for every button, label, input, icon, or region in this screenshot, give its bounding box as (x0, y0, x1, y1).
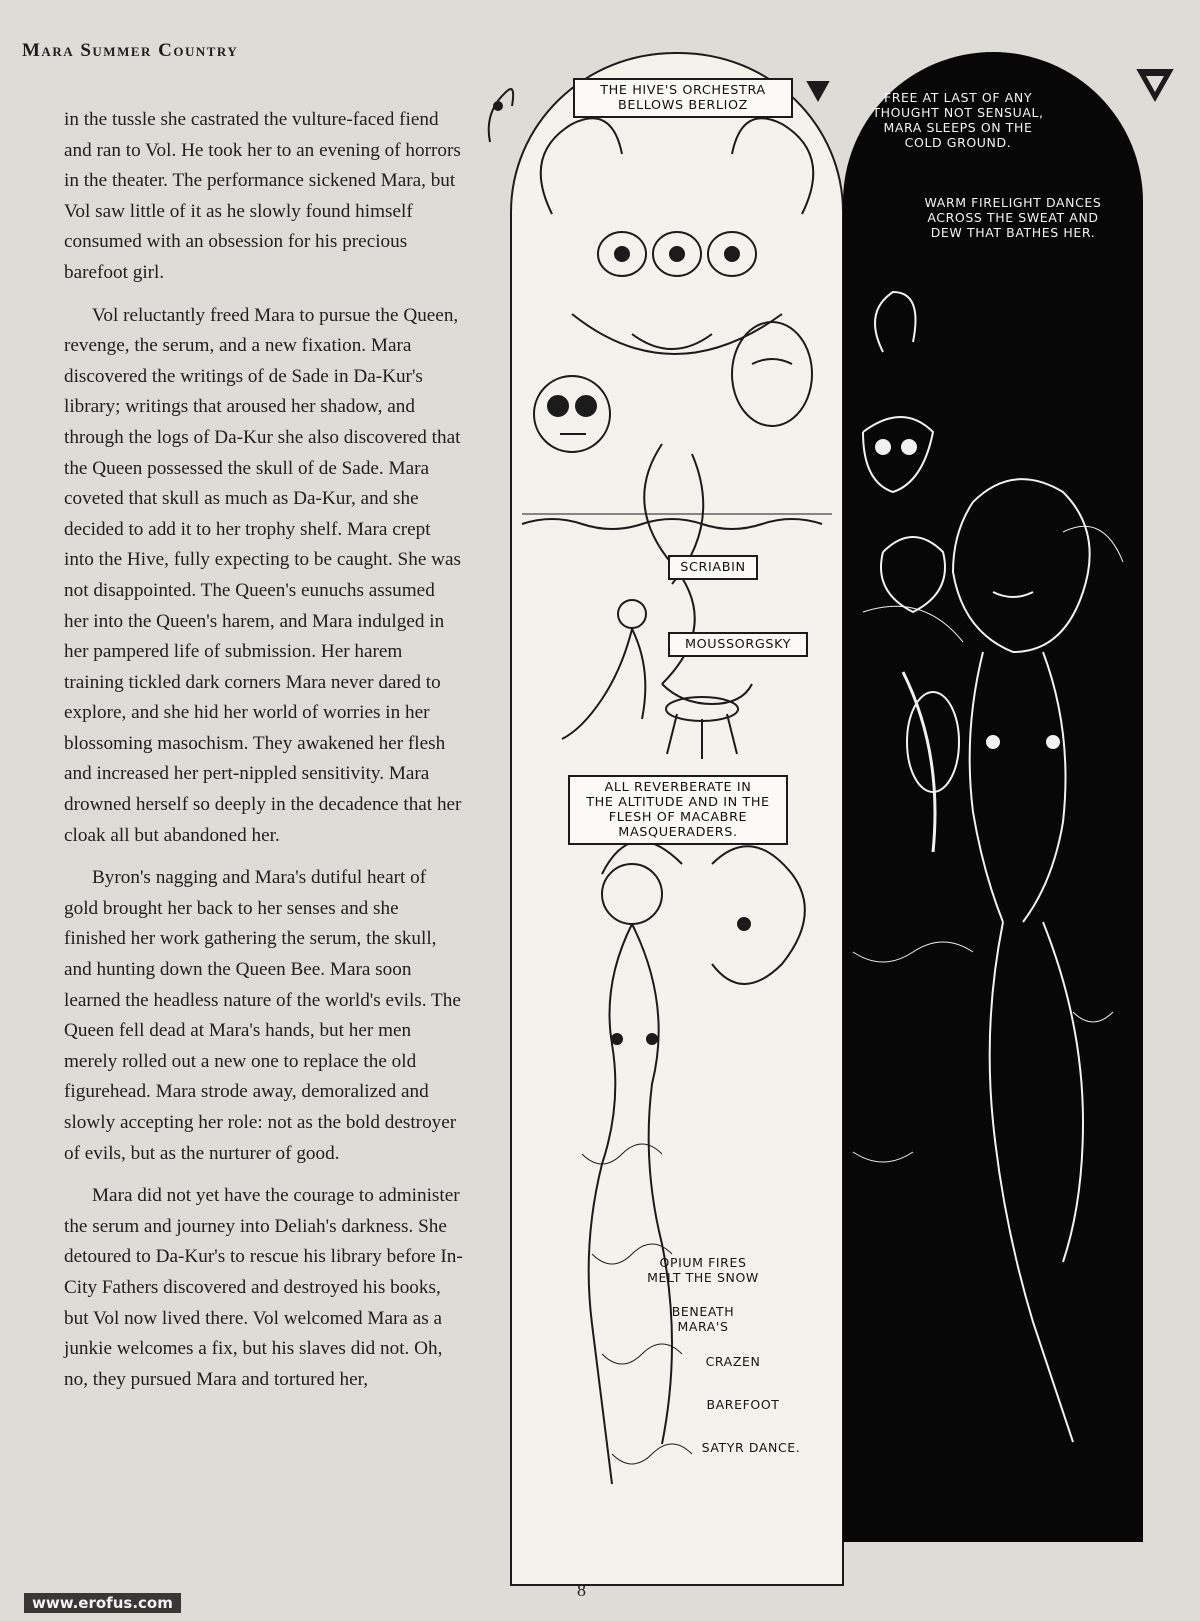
article-text (64, 105, 464, 1407)
paragraph-3: Byron's nagging and Mara's dutiful heart of gold brought her back to her senses and she finished her work gathering the serum, the skull, and hunting down the Queen Bee. Mara soon learned the headless nature of the world's evils. The Queen fell dead at Mara's hands, but her men merely rolled out a new one to replace the old figurehead. Mara strode away, demoralized and slowly accepting her role: not as the bold destroyer of evils, but as the nurturer of good. (64, 867, 461, 1164)
comic-panel-right (843, 52, 1143, 1542)
caption-line: MASQUERADERS. (618, 825, 738, 840)
caption-line: DEW THAT BATHES HER. (930, 225, 1096, 240)
caption-line: OPIUM FIRES (659, 1255, 747, 1270)
running-header: Mara Summer Country (22, 40, 239, 61)
caption-line: COLD GROUND. (904, 135, 1012, 150)
caption-line: FREE AT LAST OF ANY (883, 90, 1033, 105)
caption-opium-fires (628, 1255, 778, 1285)
caption-line: BENEATH (671, 1304, 735, 1319)
paragraph-4: Mara did not yet have the courage to administer the serum and journey into Deliah's darkness. She detoured to Da-Kur's to rescue his library before In-City Fathers discovered and destroyed his books, but Vol now lived there. Vol welcomed Mara as a junkie welcomes a fix, but his slaves did not. Oh, no, they pursued Mara and tortured her, (64, 1185, 463, 1390)
caption-line: ACROSS THE SWEAT AND (927, 210, 1099, 225)
panel-right-artwork (843, 52, 1143, 1542)
caption-line: BELLOWS BERLIOZ (617, 98, 749, 113)
caption-line: THE ALTITUDE AND IN THE (586, 795, 770, 810)
caption-crazen: CRAZEN (705, 1354, 761, 1369)
caption-scriabin: SCRIABIN (668, 555, 758, 580)
caption-line: MARA SLEEPS ON THE (883, 120, 1033, 135)
caption-warm-firelight (903, 195, 1123, 240)
comic-illustration (478, 42, 1200, 1602)
caption-line: MELT THE SNOW (647, 1270, 759, 1285)
paragraph-2: Vol reluctantly freed Mara to pursue the Queen, revenge, the serum, and a new fixation. Mara discovered the writings of de Sade in Da-Kur's library; writings that aroused her shadow, and through the logs of Da-Kur she also discovered that the Queen possessed the skull of de Sade. Mara coveted that skull as much as Da-Kur, and she decided to add it to her trophy shelf. Mara crept into the Hive, fully expecting to be caught. She was not disappointed. The Queen's eunuchs assumed her into the Queen's harem, and Mara indulged in her pampered life of submission. Her harem training tickled dark corners Mara never dared to explore, and she hid her world of worries in her blossoming masochism. They awakened her flesh and increased her pert-nippled sensitivity. Mara drowned herself so deeply in the decadence that her cloak all but abandoned her. (64, 304, 462, 846)
caption-line: MARA'S (677, 1319, 729, 1334)
caption-line: WARM FIRELIGHT DANCES (924, 195, 1102, 210)
caption-line: FLESH OF MACABRE (608, 810, 748, 825)
watermark: www.erofus.com (24, 1593, 181, 1613)
caption-line: THOUGHT NOT SENSUAL, (872, 105, 1044, 120)
corner-ornaments (478, 42, 1200, 162)
caption-beneath-maras (638, 1304, 768, 1334)
caption-line: THE HIVE'S ORCHESTRA (600, 83, 766, 98)
caption-satyr-dance: SATYR DANCE. (701, 1440, 801, 1455)
caption-line: ALL REVERBERATE IN (604, 780, 752, 795)
paragraph-1: in the tussle she castrated the vulture-faced fiend and ran to Vol. He took her to an evening of horrors in the theater. The performance sickened Mara, but Vol saw little of it as he slowly found himself consumed with an obsession for his precious barefoot girl. (64, 109, 461, 283)
page-number: 8 (577, 1580, 586, 1600)
caption-moussorgsky: MOUSSORGSKY (668, 632, 808, 657)
caption-barefoot: BAREFOOT (706, 1397, 780, 1412)
caption-reverberate (568, 775, 788, 845)
